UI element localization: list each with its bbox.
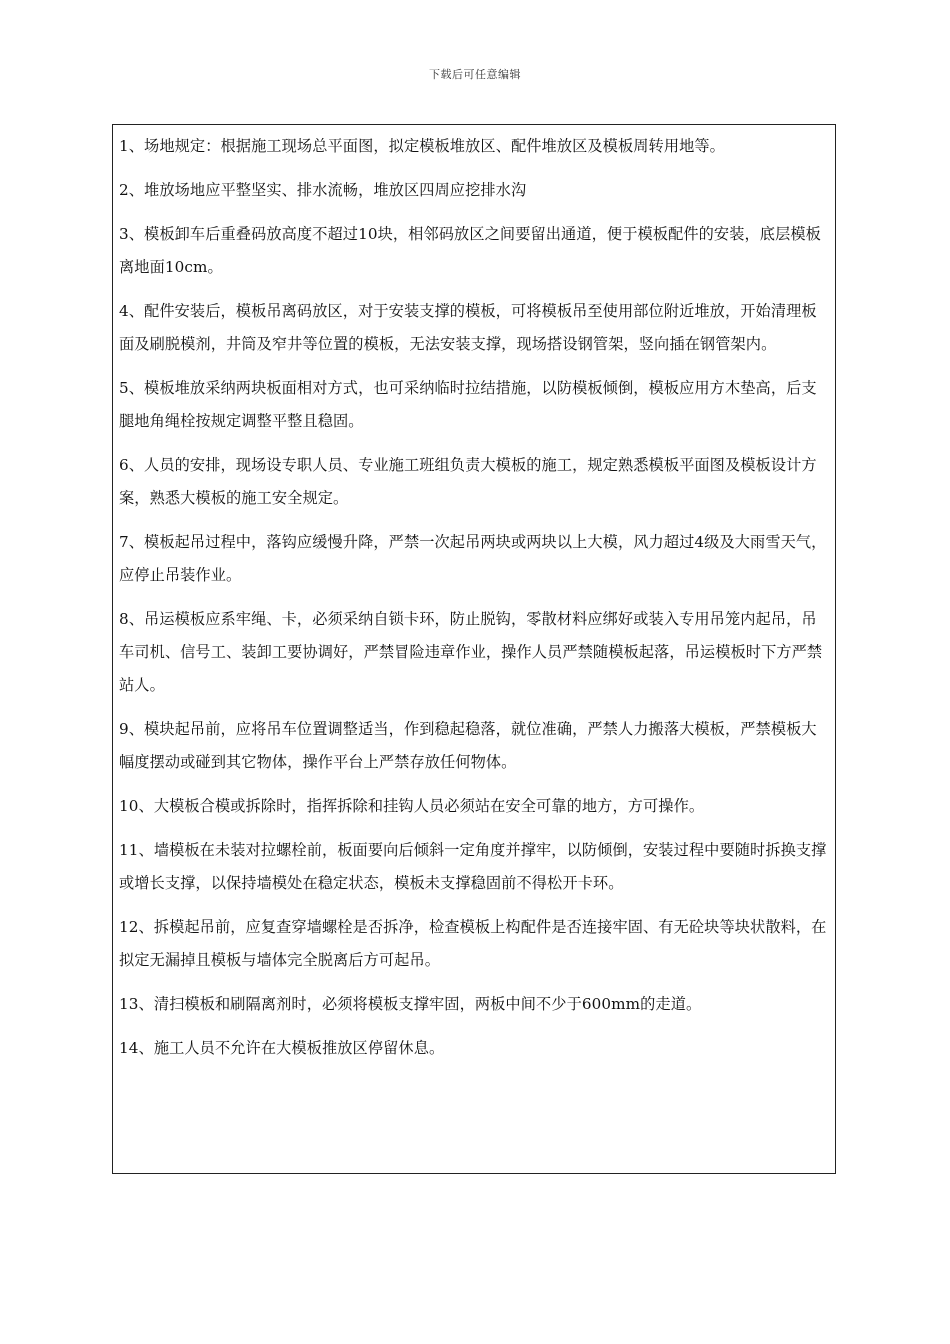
rule-item-10: 10、大模板合模或拆除时，指挥拆除和挂钩人员必须站在安全可靠的地方，方可操作。 [119,797,705,815]
rule-item-12: 12、拆模起吊前，应复查穿墙螺栓是否拆净，检查模板上构配件是否连接牢固、有无砼块等块状散料，在拟定无漏掉且模板与墙体完全脱离后方可起吊。 [119,918,827,969]
rule-item-3: 3、模板卸车后重叠码放高度不超过10块，相邻码放区之间要留出通道，便于模板配件的安装，底层模板离地面10cm。 [119,225,821,276]
rule-item-11: 11、墙模板在未装对拉螺栓前，板面要向后倾斜一定角度并撑牢，以防倾倒，安装过程中要随时拆换支撑或增长支撑，以保持墙模处在稳定状态，模板未支撑稳固前不得松开卡环。 [119,841,827,892]
safety-rules-box [112,124,836,1174]
rule-item-5: 5、模板堆放采纳两块板面相对方式，也可采纳临时拉结措施，以防模板倾倒，模板应用方木垫高，后支腿地角绳栓按规定调整平整且稳固。 [119,379,817,430]
header-note: 下载后可任意编辑 [429,68,521,81]
rule-item-1: 1、场地规定：根据施工现场总平面图，拟定模板堆放区、配件堆放区及模板周转用地等。 [119,137,725,155]
rule-item-2: 2、堆放场地应平整坚实、排水流畅，堆放区四周应挖排水沟 [119,181,527,199]
rule-item-9: 9、模块起吊前，应将吊车位置调整适当，作到稳起稳落，就位准确，严禁人力搬落大模板，严禁模板大幅度摆动或碰到其它物体，操作平台上严禁存放任何物体。 [119,720,817,771]
rule-item-6: 6、人员的安排，现场设专职人员、专业施工班组负责大模板的施工，规定熟悉模板平面图及模板设计方案，熟悉大模板的施工安全规定。 [119,456,817,507]
rule-item-13: 13、清扫模板和刷隔离剂时，必须将模板支撑牢固，两板中间不少于600mm的走道。 [119,995,702,1013]
rule-item-7: 7、模板起吊过程中，落钩应缓慢升降，严禁一次起吊两块或两块以上大模，风力超过4级及大雨雪天气，应停止吊装作业。 [119,533,827,584]
rule-item-8: 8、吊运模板应系牢绳、卡，必须采纳自锁卡环，防止脱钩，零散材料应绑好或装入专用吊笼内起吊，吊车司机、信号工、装卸工要协调好，严禁冒险违章作业，操作人员严禁随模板起落，吊运模板时下方严禁站人。 [119,610,823,694]
rule-item-14: 14、施工人员不允许在大模板推放区停留休息。 [119,1039,445,1057]
rule-item-4: 4、配件安装后，模板吊离码放区，对于安装支撑的模板，可将模板吊至使用部位附近堆放，开始清理板面及刷脱模剂，井筒及窄井等位置的模板，无法安装支撑，现场搭设钢管架，竖向插在钢管架内。 [119,302,817,353]
